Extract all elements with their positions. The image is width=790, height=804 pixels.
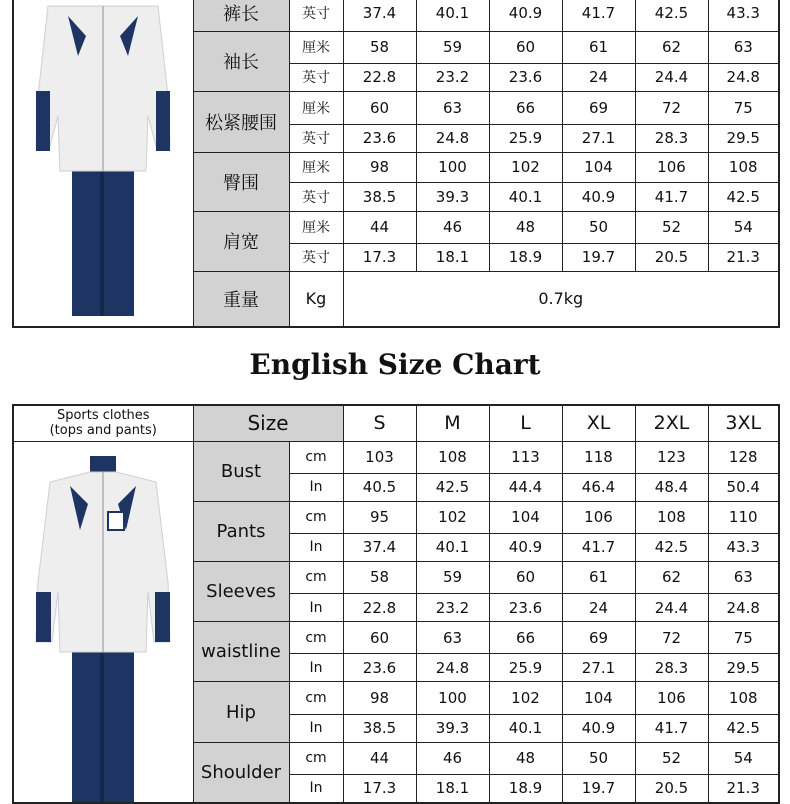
value-cell: 60 xyxy=(343,622,416,654)
value-cell: 42.5 xyxy=(708,714,779,742)
value-cell: 41.7 xyxy=(562,533,635,561)
value-cell: 60 xyxy=(343,91,416,124)
value-cell: 128 xyxy=(708,441,779,473)
unit-label: cm xyxy=(289,561,343,593)
value-cell: 60 xyxy=(489,31,562,63)
unit-label: cm xyxy=(289,682,343,714)
value-cell: 20.5 xyxy=(635,775,708,803)
value-cell: 24.4 xyxy=(635,594,708,622)
value-cell: 54 xyxy=(708,211,779,243)
corner-label-line2: (tops and pants) xyxy=(49,423,157,439)
value-cell: 108 xyxy=(708,152,779,182)
tracksuit-illustration xyxy=(28,0,178,326)
value-cell: 25.9 xyxy=(489,654,562,682)
value-cell: 24.8 xyxy=(416,654,489,682)
value-cell: 40.9 xyxy=(562,714,635,742)
value-cell: 52 xyxy=(635,742,708,774)
value-cell: 22.8 xyxy=(343,594,416,622)
size-col-xl: XL xyxy=(562,405,635,441)
chinese-size-table xyxy=(12,0,780,328)
value-cell: 29.5 xyxy=(708,124,779,152)
value-cell: 43.3 xyxy=(708,533,779,561)
weight-unit: Kg xyxy=(289,271,343,327)
value-cell: 42.5 xyxy=(708,182,779,211)
unit-label: 英寸 xyxy=(289,182,343,211)
unit-label: In xyxy=(289,714,343,742)
value-cell: 103 xyxy=(343,441,416,473)
value-cell: 72 xyxy=(635,622,708,654)
value-cell: 104 xyxy=(489,501,562,533)
value-cell: 40.9 xyxy=(562,182,635,211)
value-cell: 17.3 xyxy=(343,243,416,271)
unit-label: In xyxy=(289,654,343,682)
size-header: Size xyxy=(193,405,343,441)
value-cell: 39.3 xyxy=(416,182,489,211)
value-cell: 61 xyxy=(562,561,635,593)
value-cell: 46 xyxy=(416,211,489,243)
unit-label: 英寸 xyxy=(289,124,343,152)
value-cell: 27.1 xyxy=(562,654,635,682)
row-name-shoulder: Shoulder xyxy=(193,742,289,802)
value-cell: 98 xyxy=(343,152,416,182)
value-cell: 69 xyxy=(562,622,635,654)
weight-label: 重量 xyxy=(193,271,289,327)
unit-label: 厘米 xyxy=(289,91,343,124)
value-cell: 23.2 xyxy=(416,594,489,622)
value-cell: 41.7 xyxy=(635,714,708,742)
unit-label: In xyxy=(289,473,343,501)
value-cell: 95 xyxy=(343,501,416,533)
row-name-pants: Pants xyxy=(193,501,289,561)
value-cell: 23.2 xyxy=(416,63,489,91)
value-cell: 63 xyxy=(708,561,779,593)
unit-label: 英寸 xyxy=(289,243,343,271)
value-cell: 18.1 xyxy=(416,243,489,271)
value-cell: 28.3 xyxy=(635,654,708,682)
value-cell: 41.7 xyxy=(635,182,708,211)
value-cell: 44 xyxy=(343,211,416,243)
value-cell: 46.4 xyxy=(562,473,635,501)
value-cell: 41.7 xyxy=(562,0,635,31)
value-cell: 102 xyxy=(489,682,562,714)
value-cell: 27.1 xyxy=(562,124,635,152)
size-col-m: M xyxy=(416,405,489,441)
value-cell: 59 xyxy=(416,561,489,593)
unit-label: In xyxy=(289,775,343,803)
value-cell: 50.4 xyxy=(708,473,779,501)
unit-label: cm xyxy=(289,742,343,774)
value-cell: 118 xyxy=(562,441,635,473)
value-cell: 72 xyxy=(635,91,708,124)
row-name-sleeves: Sleeves xyxy=(193,561,289,621)
unit-label: cm xyxy=(289,501,343,533)
unit-label: 厘米 xyxy=(289,211,343,243)
corner-label-line1: Sports clothes xyxy=(56,408,150,424)
row-name-bust: Bust xyxy=(193,441,289,501)
tracksuit-illustration xyxy=(28,442,178,802)
row-name: 肩宽 xyxy=(193,211,289,271)
value-cell: 40.9 xyxy=(489,0,562,31)
value-cell: 50 xyxy=(562,742,635,774)
value-cell: 62 xyxy=(635,561,708,593)
value-cell: 24.8 xyxy=(708,594,779,622)
value-cell: 63 xyxy=(416,91,489,124)
value-cell: 19.7 xyxy=(562,243,635,271)
value-cell: 19.7 xyxy=(562,775,635,803)
unit-label: In xyxy=(289,594,343,622)
value-cell: 52 xyxy=(635,211,708,243)
value-cell: 37.4 xyxy=(343,0,416,31)
value-cell: 106 xyxy=(635,152,708,182)
unit-label: 英寸 xyxy=(289,0,343,31)
unit-label: cm xyxy=(289,622,343,654)
value-cell: 48.4 xyxy=(635,473,708,501)
unit-label: cm xyxy=(289,441,343,473)
value-cell: 24 xyxy=(562,63,635,91)
value-cell: 17.3 xyxy=(343,775,416,803)
row-name: 臀围 xyxy=(193,152,289,211)
value-cell: 100 xyxy=(416,682,489,714)
value-cell: 108 xyxy=(708,682,779,714)
value-cell: 40.1 xyxy=(416,0,489,31)
value-cell: 102 xyxy=(416,501,489,533)
value-cell: 46 xyxy=(416,742,489,774)
value-cell: 98 xyxy=(343,682,416,714)
english-size-table xyxy=(12,404,780,804)
row-name: 裤长 xyxy=(193,0,289,31)
value-cell: 100 xyxy=(416,152,489,182)
value-cell: 40.5 xyxy=(343,473,416,501)
value-cell: 21.3 xyxy=(708,243,779,271)
weight-value: 0.7kg xyxy=(343,271,779,327)
value-cell: 60 xyxy=(489,561,562,593)
value-cell: 48 xyxy=(489,742,562,774)
value-cell: 39.3 xyxy=(416,714,489,742)
value-cell: 54 xyxy=(708,742,779,774)
value-cell: 40.9 xyxy=(489,533,562,561)
product-image-top xyxy=(13,0,193,327)
value-cell: 48 xyxy=(489,211,562,243)
value-cell: 18.1 xyxy=(416,775,489,803)
value-cell: 42.5 xyxy=(635,0,708,31)
value-cell: 21.3 xyxy=(708,775,779,803)
value-cell: 104 xyxy=(562,152,635,182)
value-cell: 24.8 xyxy=(416,124,489,152)
corner-label xyxy=(13,405,193,441)
value-cell: 102 xyxy=(489,152,562,182)
value-cell: 50 xyxy=(562,211,635,243)
value-cell: 75 xyxy=(708,622,779,654)
value-cell: 24 xyxy=(562,594,635,622)
chart-title: English Size Chart xyxy=(249,348,541,381)
value-cell: 42.5 xyxy=(416,473,489,501)
value-cell: 62 xyxy=(635,31,708,63)
value-cell: 44 xyxy=(343,742,416,774)
unit-label: In xyxy=(289,533,343,561)
row-name: 松紧腰围 xyxy=(193,91,289,152)
value-cell: 123 xyxy=(635,441,708,473)
value-cell: 58 xyxy=(343,561,416,593)
value-cell: 108 xyxy=(416,441,489,473)
value-cell: 18.9 xyxy=(489,775,562,803)
value-cell: 61 xyxy=(562,31,635,63)
value-cell: 29.5 xyxy=(708,654,779,682)
value-cell: 108 xyxy=(635,501,708,533)
value-cell: 25.9 xyxy=(489,124,562,152)
unit-label: 厘米 xyxy=(289,31,343,63)
value-cell: 75 xyxy=(708,91,779,124)
value-cell: 24.4 xyxy=(635,63,708,91)
value-cell: 23.6 xyxy=(343,654,416,682)
value-cell: 40.1 xyxy=(489,714,562,742)
row-name-waistline: waistline xyxy=(193,622,289,682)
size-col-2xl: 2XL xyxy=(635,405,708,441)
value-cell: 113 xyxy=(489,441,562,473)
value-cell: 20.5 xyxy=(635,243,708,271)
value-cell: 106 xyxy=(562,501,635,533)
product-image-bottom xyxy=(13,441,193,803)
value-cell: 23.6 xyxy=(489,63,562,91)
value-cell: 59 xyxy=(416,31,489,63)
value-cell: 42.5 xyxy=(635,533,708,561)
value-cell: 38.5 xyxy=(343,182,416,211)
value-cell: 69 xyxy=(562,91,635,124)
value-cell: 23.6 xyxy=(343,124,416,152)
value-cell: 24.8 xyxy=(708,63,779,91)
value-cell: 58 xyxy=(343,31,416,63)
value-cell: 44.4 xyxy=(489,473,562,501)
value-cell: 66 xyxy=(489,622,562,654)
row-name: 袖长 xyxy=(193,31,289,91)
value-cell: 22.8 xyxy=(343,63,416,91)
value-cell: 40.1 xyxy=(489,182,562,211)
size-col-3xl: 3XL xyxy=(708,405,779,441)
value-cell: 28.3 xyxy=(635,124,708,152)
row-name-hip: Hip xyxy=(193,682,289,742)
value-cell: 104 xyxy=(562,682,635,714)
size-col-l: L xyxy=(489,405,562,441)
value-cell: 40.1 xyxy=(416,533,489,561)
value-cell: 38.5 xyxy=(343,714,416,742)
value-cell: 63 xyxy=(708,31,779,63)
value-cell: 63 xyxy=(416,622,489,654)
value-cell: 37.4 xyxy=(343,533,416,561)
unit-label: 厘米 xyxy=(289,152,343,182)
value-cell: 106 xyxy=(635,682,708,714)
size-col-s: S xyxy=(343,405,416,441)
value-cell: 18.9 xyxy=(489,243,562,271)
value-cell: 23.6 xyxy=(489,594,562,622)
unit-label: 英寸 xyxy=(289,63,343,91)
value-cell: 66 xyxy=(489,91,562,124)
value-cell: 110 xyxy=(708,501,779,533)
value-cell: 43.3 xyxy=(708,0,779,31)
